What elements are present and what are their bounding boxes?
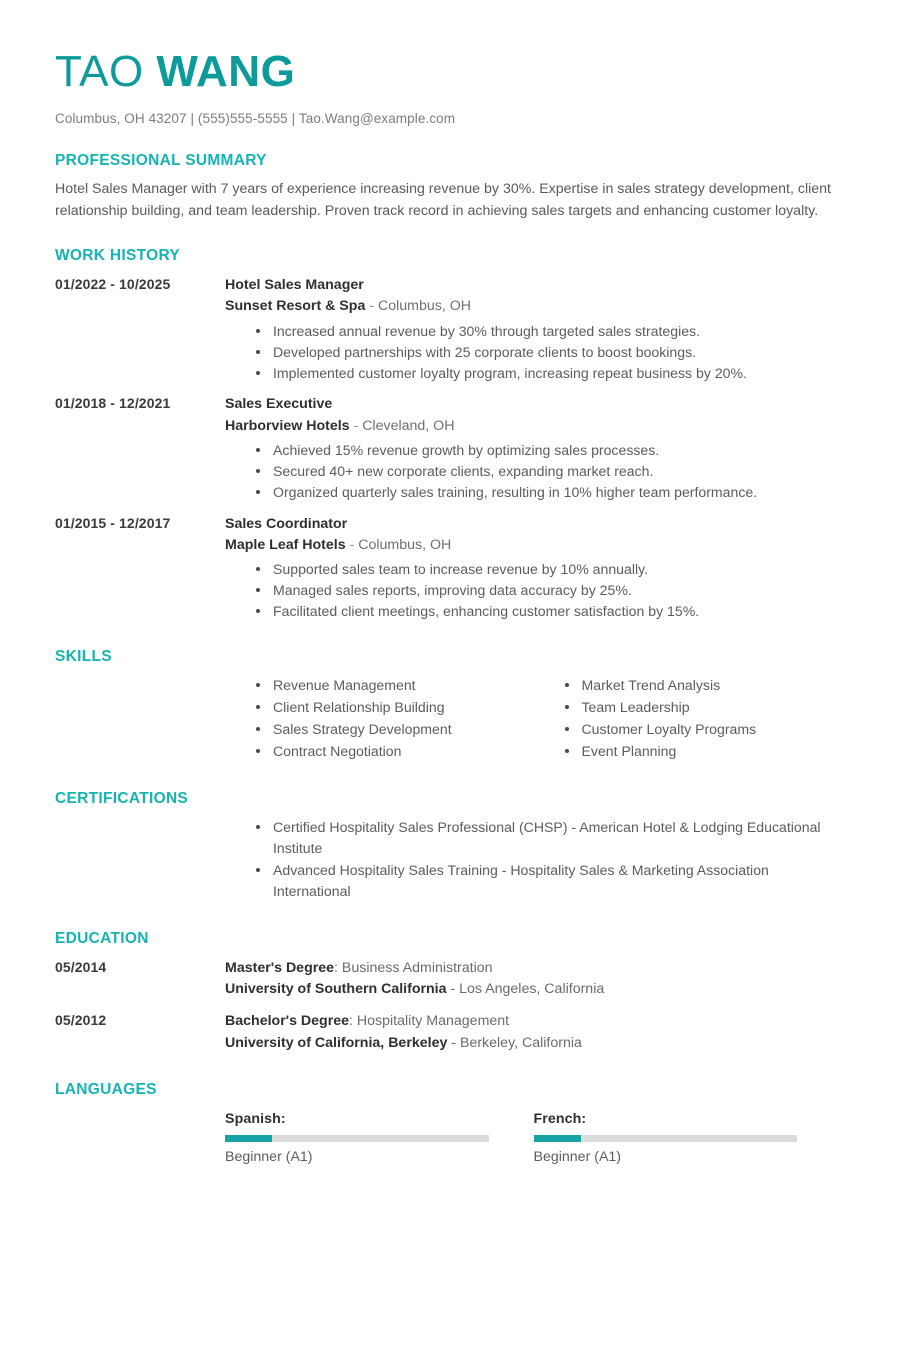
education-entry-date: 05/2014	[55, 958, 107, 975]
education-entry-separator: -	[446, 981, 460, 998]
section-heading-education: EDUCATION	[55, 929, 149, 947]
list-item: Secured 40+ new corporate clients, expanding market reach.	[256, 461, 842, 482]
skills-list-right	[534, 675, 843, 761]
list-item: Implemented customer loyalty program, increasing repeat business by 20%.	[256, 363, 842, 384]
education-entry-degree-label: Master's Degree	[225, 959, 335, 976]
section-heading-skills: SKILLS	[55, 648, 112, 665]
language-proficiency-track	[534, 1135, 798, 1142]
list-item: Revenue Management	[256, 675, 534, 696]
education-entry-degree-line	[225, 958, 842, 979]
work-entry	[55, 514, 842, 622]
section-heading-certifications: CERTIFICATIONS	[55, 790, 189, 808]
professional-summary-text: Hotel Sales Manager with 7 years of experience increasing revenue by 30%. Expertise in sales strategy development, client relationship building, and team leadership. Proven track record in achieving sales targets and enhancing customer loyalty.	[55, 181, 831, 219]
education-entry-degree-field: : Business Administration	[334, 959, 493, 976]
certifications-list	[225, 817, 842, 901]
language-proficiency-fill	[225, 1135, 272, 1142]
list-item: Contract Negotiation	[256, 741, 534, 762]
list-item: Achieved 15% revenue growth by optimizing sales processes.	[256, 440, 842, 461]
candidate-name	[55, 47, 842, 96]
work-entry-location: Columbus, OH	[358, 536, 452, 553]
education-entry	[55, 958, 842, 1000]
work-entry-separator: -	[365, 298, 378, 315]
list-item: Increased annual revenue by 30% through targeted sales strategies.	[256, 321, 842, 342]
work-entry-separator: -	[345, 536, 359, 553]
section-heading-work-history: WORK HISTORY	[55, 247, 181, 265]
work-entry-company: Maple Leaf Hotels	[225, 536, 346, 553]
language-level: Beginner (A1)	[225, 1149, 313, 1166]
list-item: Advanced Hospitality Sales Training - Hospitality Sales & Marketing Association International	[256, 860, 842, 902]
list-item: Event Planning	[565, 741, 843, 762]
work-entry-dates: 01/2015 - 12/2017	[55, 514, 171, 531]
skills-list-left	[225, 675, 534, 761]
languages-columns	[55, 1111, 842, 1165]
education-entry-body	[225, 958, 842, 1000]
skills-column-right	[534, 675, 843, 762]
list-item: Developed partnerships with 25 corporate clients to boost bookings.	[256, 342, 842, 363]
language-name: Spanish:	[225, 1111, 286, 1128]
work-entry-location: Columbus, OH	[377, 298, 471, 315]
work-entry	[55, 394, 842, 502]
education-entry-degree-field: : Hospitality Management	[349, 1012, 510, 1029]
work-entry-location: Cleveland, OH	[362, 417, 455, 434]
work-entry-body	[225, 514, 842, 622]
work-entry-body	[225, 275, 842, 383]
work-entry-title: Hotel Sales Manager	[225, 277, 364, 294]
work-entry-body	[225, 394, 842, 502]
list-item: Facilitated client meetings, enhancing customer satisfaction by 15%.	[256, 601, 842, 622]
contact-line: Columbus, OH 43207 | (555)555-5555 | Tao.Wang@example.com	[55, 111, 456, 126]
skills-column-left	[225, 675, 534, 762]
language-entry-french	[534, 1111, 843, 1165]
education-entry-separator: -	[447, 1034, 460, 1051]
certifications-body	[55, 817, 842, 901]
list-item: Client Relationship Building	[256, 697, 534, 718]
work-entry-separator: -	[349, 417, 363, 434]
list-item: Team Leadership	[565, 697, 843, 718]
education-entry-location: Los Angeles, California	[459, 981, 605, 998]
education-entry-degree-label: Bachelor's Degree	[225, 1012, 350, 1029]
skills-columns	[55, 675, 842, 762]
education-entry-date: 05/2012	[55, 1011, 107, 1028]
work-entry-dates: 01/2018 - 12/2021	[55, 395, 171, 412]
education-entry-school-line	[225, 979, 842, 1000]
work-entry-bullets	[225, 440, 842, 503]
work-entry-bullets	[225, 559, 842, 622]
list-item: Supported sales team to increase revenue by 10% annually.	[256, 559, 842, 580]
education-entry-school-line	[225, 1033, 842, 1054]
work-entry-company-line	[225, 535, 842, 556]
education-entry	[55, 1011, 842, 1053]
section-heading-professional-summary: PROFESSIONAL SUMMARY	[55, 152, 267, 169]
work-entry-company-line	[225, 296, 842, 317]
last-name: WANG	[156, 47, 296, 96]
list-item: Certified Hospitality Sales Professional (CHSP) - American Hotel & Lodging Educational Institute	[256, 817, 842, 859]
list-item: Market Trend Analysis	[565, 675, 843, 696]
work-entry-title: Sales Coordinator	[225, 515, 348, 532]
education-entry-school: University of Southern California	[225, 981, 447, 998]
list-item: Organized quarterly sales training, resulting in 10% higher team performance.	[256, 482, 842, 503]
language-entry-spanish	[225, 1111, 534, 1165]
work-entry-dates: 01/2022 - 10/2025	[55, 276, 171, 293]
language-name: French:	[533, 1111, 587, 1128]
list-item: Managed sales reports, improving data accuracy by 25%.	[256, 580, 842, 601]
work-entry-title: Sales Executive	[225, 396, 333, 413]
work-entry-company: Harborview Hotels	[225, 417, 350, 434]
work-entry	[55, 275, 842, 383]
section-heading-languages: LANGUAGES	[55, 1081, 157, 1099]
list-item: Sales Strategy Development	[256, 719, 534, 740]
language-proficiency-track	[225, 1135, 489, 1142]
work-entry-company-line	[225, 416, 842, 437]
first-name: TAO	[55, 47, 144, 96]
education-entry-degree-line	[225, 1011, 842, 1032]
education-entry-location: Berkeley, California	[459, 1034, 582, 1051]
work-entry-bullets	[225, 321, 842, 384]
work-entry-company: Sunset Resort & Spa	[225, 298, 366, 315]
language-proficiency-fill	[534, 1135, 581, 1142]
education-entry-school: University of California, Berkeley	[225, 1034, 448, 1051]
language-level: Beginner (A1)	[533, 1149, 622, 1166]
list-item: Customer Loyalty Programs	[565, 719, 843, 740]
education-entry-body	[225, 1011, 842, 1053]
